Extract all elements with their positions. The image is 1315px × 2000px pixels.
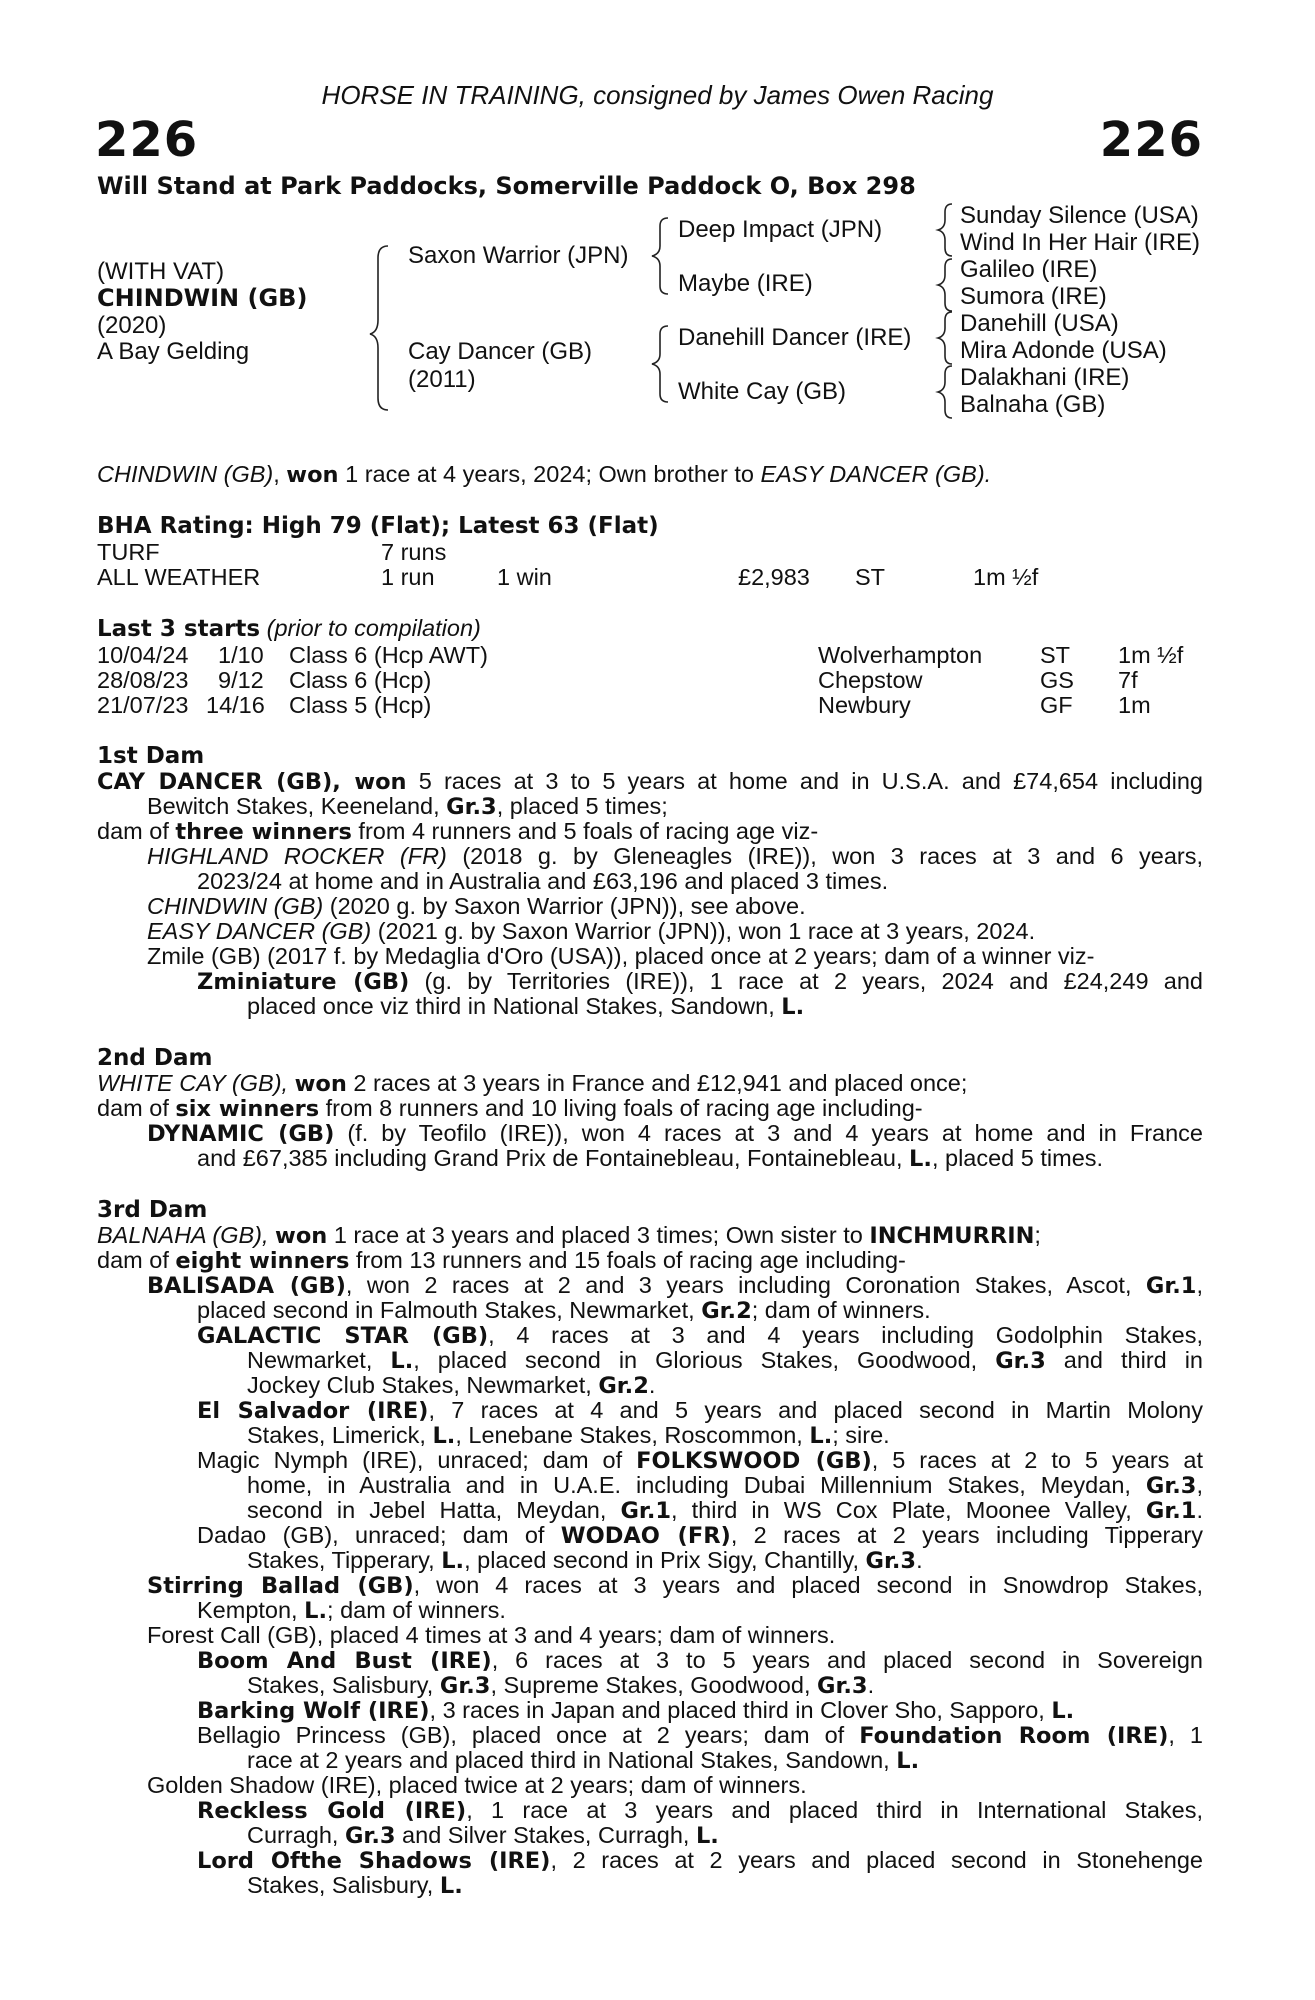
grade-bold: L. [439,1873,463,1899]
last-starts-note: (prior to compilation) [266,615,481,641]
sire-sire: Deep Impact (JPN) [678,216,883,243]
second-dam-line [97,1071,1203,1098]
third-dam-heading: 3rd Dam [97,1197,208,1223]
text: dam of [97,1247,176,1273]
text: , 7 races at 4 and 5 years and placed second in Martin Molony [428,1397,1203,1423]
dam-name: Cay Dancer (GB) [408,338,593,365]
dam-name-bold: CAY DANCER (GB), [97,769,355,795]
grade-bold: Gr.2 [701,1298,752,1324]
last-starts-heading [97,616,1203,643]
start-course: Chepstow [818,667,923,693]
text: dam of [97,1095,176,1121]
start-date: 10/04/24 [97,642,189,668]
text: and third in [1045,1347,1204,1373]
start-position: 1/10 [218,642,264,668]
text: (2021 g. by Saxon Warrior (JPN)), won 1 race at 3 years, 2024. [371,918,1036,944]
grade-bold: Gr.3 [995,1348,1046,1374]
grade-bold: L. [909,1146,932,1172]
third-dam-line [247,1498,1203,1525]
sibling-bold: INCHMURRIN [869,1223,1035,1249]
grade-bold: Gr.1 [1145,1498,1197,1524]
first-dam-line [147,794,1253,821]
third-dam-line [197,1723,1203,1750]
first-dam-line [247,994,1315,1021]
progeny-name: Barking Wolf (IRE) [197,1698,430,1724]
third-dam-line [197,1598,1303,1625]
won-bold: won [294,1071,347,1097]
grade-bold: L. [781,994,805,1020]
start-class: Class 5 (Hcp) [289,692,432,718]
text: from 4 runners and 5 foals of racing age viz- [351,818,819,844]
text: second in Jebel Hatta, Meydan, [247,1497,621,1523]
text: and £67,385 including Grand Prix de Fontainebleau, Fontainebleau, [197,1145,910,1171]
progeny-name: DYNAMIC (GB) [147,1121,335,1147]
text: Newmarket, [247,1347,391,1373]
third-dam-line [247,1423,1315,1450]
third-dam-line [197,1398,1203,1425]
progeny-name: WODAO (FR) [560,1523,731,1549]
grade-bold: Gr.1 [620,1498,672,1524]
text: ; [1034,1222,1041,1248]
text: (f. by Teofilo (IRE)), won 4 races at 3 and 4 years at home and in France [334,1120,1203,1146]
text: , Lenebane Stakes, Roscommon, [455,1422,810,1448]
sire-sire-dam: Wind In Her Hair (IRE) [960,229,1201,256]
text: from 13 runners and 15 foals of racing age including- [349,1247,906,1273]
text: dam of [97,818,176,844]
summary-brother: EASY DANCER (GB). [760,461,992,487]
lot-number-right: 226 [1099,112,1203,168]
progeny-name: El Salvador (IRE) [197,1398,429,1424]
start-distance: 1m ½f [1118,642,1184,668]
third-dam-line [247,1548,1315,1575]
text: Curragh, [247,1822,345,1848]
first-dam-heading: 1st Dam [97,743,205,769]
progeny-name: HIGHLAND ROCKER (FR) [147,843,447,869]
aw-distance: 1m ½f [973,564,1039,590]
third-dam-line [247,1473,1203,1500]
start-going: GF [1040,692,1073,718]
horse-year: (2020) [97,312,167,339]
third-dam-line [247,1748,1315,1775]
third-dam-line [197,1848,1203,1875]
third-dam-line [147,1573,1203,1600]
text: , 2 races at 2 years including Tipperary [730,1522,1204,1548]
aw-wins: 1 win [497,564,552,590]
third-dam-line [147,1273,1203,1300]
summary-horse-name: CHINDWIN (GB) [97,461,274,487]
turf-runs: 7 runs [381,539,447,565]
text: placed second in Falmouth Stakes, Newmarket, [197,1297,702,1323]
winners-bold: six winners [175,1096,320,1122]
first-dam-line [147,894,1253,920]
text: Kempton, [197,1597,305,1623]
first-dam-line [147,844,1203,870]
text: Bellagio Princess (GB), placed once at 2 years; dam of [197,1722,860,1748]
progeny-name: Reckless Gold (IRE) [197,1798,467,1824]
sire-dam-dam: Sumora (IRE) [960,283,1107,310]
text: Stakes, Limerick, [247,1422,433,1448]
first-dam-line [97,769,1203,796]
text: Stakes, Salisbury, [247,1872,440,1898]
horse-description: A Bay Gelding [97,338,250,365]
third-dam-line [247,1823,1315,1850]
third-dam-line [247,1673,1315,1700]
dam-name: BALNAHA (GB), [97,1222,276,1248]
start-position: 9/12 [218,667,264,693]
text: . [916,1547,923,1573]
grade-bold: Gr.3 [439,1673,491,1699]
text: . [867,1672,875,1698]
winners-bold: three winners [175,819,352,845]
aw-label: ALL WEATHER [97,564,261,590]
aw-runs: 1 run [381,564,435,590]
progeny-name: Foundation Room (IRE) [859,1723,1169,1749]
start-position: 14/16 [206,692,265,718]
grade-bold: L. [1051,1698,1075,1724]
turf-label: TURF [97,539,160,565]
third-dam-line [247,1873,1315,1900]
grade-bold: L. [896,1748,920,1774]
first-dam-line [147,919,1253,945]
text: , 1 race at 3 years and placed third in International Stakes, [466,1797,1204,1823]
progeny-name: Stirring Ballad (GB) [147,1573,414,1599]
grade-bold: L. [695,1823,719,1849]
winners-bold: eight winners [175,1248,350,1274]
text: Stakes, Salisbury, [247,1672,440,1698]
text: , placed 5 times. [931,1145,1104,1171]
race-summary: CHINDWIN (GB), won 1 race at 4 years, 2024; Own brother to EASY DANCER (GB). [97,461,992,488]
start-class: Class 6 (Hcp) [289,667,432,693]
start-date: 28/08/23 [97,667,189,693]
text: , [1196,1272,1203,1298]
dam-year: (2011) [408,366,476,393]
won-bold: won [354,769,407,795]
grade-bold: Gr.3 [344,1823,396,1849]
aw-prize: £2,983 [738,564,810,590]
progeny-name: Zminiature (GB) [197,969,410,995]
text: ; sire. [832,1422,890,1448]
text: , placed second in Glorious Stakes, Goodwood, [413,1347,996,1373]
start-class: Class 6 (Hcp AWT) [289,642,488,668]
third-dam-line [197,1323,1203,1350]
sire-dam-sire: Galileo (IRE) [960,256,1098,283]
grade-bold: Gr.3 [865,1548,917,1574]
stand-location: Will Stand at Park Paddocks, Somerville Paddock O, Box 298 [97,172,916,200]
first-dam-line [97,819,1203,846]
text: Stakes, Tipperary, [247,1547,442,1573]
start-course: Wolverhampton [818,642,983,668]
grade-bold: L. [441,1548,465,1574]
progeny-name: GALACTIC STAR (GB) [197,1323,489,1349]
dam-dam-dam: Balnaha (GB) [960,391,1106,418]
text: (2018 g. by Gleneagles (IRE)), won 3 races at 3 and 6 years, [446,843,1203,869]
dam-name: WHITE CAY (GB), [97,1070,295,1096]
aw-going: ST [855,564,886,590]
progeny-name: CHINDWIN (GB) [147,893,324,919]
summary-won: won [286,462,339,488]
text: ; dam of winners. [751,1297,931,1323]
text: ; dam of winners. [327,1597,506,1623]
third-dam-line [197,1698,1303,1725]
dam-dam-sire: Dalakhani (IRE) [960,364,1130,391]
text: , [1196,1472,1203,1498]
text: Bewitch Stakes, Keeneland, [147,793,447,819]
text: Jockey Club Stakes, Newmarket, [247,1372,599,1398]
text: . [648,1372,656,1398]
start-distance: 7f [1118,667,1138,693]
progeny-name: BALISADA (GB) [147,1273,346,1299]
sire-dam: Maybe (IRE) [678,270,813,297]
text: , placed second in Prix Sigy, Chantilly, [464,1547,866,1573]
won-bold: won [275,1223,328,1249]
last-starts-title: Last 3 starts [97,616,261,642]
text: , third in WS Cox Plate, Moonee Valley, [671,1497,1146,1523]
text: , 3 races in Japan and placed third in Clover Sho, Sapporo, [429,1697,1052,1723]
text: , won 2 races at 2 and 3 years including Coronation Stakes, Ascot, [345,1272,1146,1298]
text: . [1196,1497,1203,1523]
third-dam-line [97,1248,1203,1275]
third-dam-line: Forest Call (GB), placed 4 times at 3 and 4 years; dam of winners. [147,1622,836,1648]
start-going: ST [1040,642,1071,668]
text: Magic Nymph (IRE), unraced; dam of [197,1447,637,1473]
start-course: Newbury [818,692,911,718]
grade-bold: Gr.1 [1145,1273,1197,1299]
third-dam-line [197,1798,1203,1825]
vat-label: (WITH VAT) [97,258,225,285]
text: home, in Australia and in U.A.E. including Dubai Millennium Stakes, Meydan, [247,1472,1146,1498]
third-dam-line [247,1373,1315,1400]
grade-bold: Gr.3 [817,1673,868,1699]
second-dam-line [97,1096,1203,1123]
dam-dam: White Cay (GB) [678,378,847,405]
first-dam-line: Zmile (GB) (2017 f. by Medaglia d'Oro (USA)), placed once at 2 years; dam of a winner viz- [147,943,1095,969]
first-dam-line: 2023/24 at home and in Australia and £63,196 and placed 3 times. [197,868,889,894]
third-dam-line [197,1298,1303,1325]
text: from 8 runners and 10 living foals of racing age including- [319,1095,923,1121]
second-dam-heading: 2nd Dam [97,1045,213,1071]
progeny-name: FOLKSWOOD (GB) [636,1448,872,1474]
grade-bold: L. [304,1598,328,1624]
grade-bold: Gr.3 [446,794,497,820]
text: , placed 5 times; [496,793,668,819]
text: , 4 races at 3 and 4 years including Godolphin Stakes, [488,1322,1203,1348]
text: placed once viz third in National Stakes, Sandown, [247,993,782,1019]
progeny-name: Lord Ofthe Shadows (IRE) [197,1848,551,1874]
progeny-name: EASY DANCER (GB) [147,918,372,944]
text: Dadao (GB), unraced; dam of [197,1522,561,1548]
grade-bold: Gr.2 [598,1373,649,1399]
text: , 1 [1168,1722,1203,1748]
lot-number-left: 226 [95,112,199,168]
text: (2020 g. by Saxon Warrior (JPN)), see above. [323,893,806,919]
horse-name: CHINDWIN (GB) [97,284,308,312]
text: , won 4 races at 3 years and placed second in Snowdrop Stakes, [413,1572,1203,1598]
grade-bold: L. [432,1423,456,1449]
summary-text: 1 race at 4 years, 2024; Own brother to [338,461,761,487]
third-dam-line: Golden Shadow (IRE), placed twice at 2 years; dam of winners. [147,1772,807,1798]
text: , 5 races at 2 to 5 years at [871,1447,1203,1473]
second-dam-line [197,1146,1303,1173]
sire-name: Saxon Warrior (JPN) [408,242,629,269]
grade-bold: L. [809,1423,833,1449]
dam-sire: Danehill Dancer (IRE) [678,324,912,351]
third-dam-line [247,1348,1203,1375]
text: , 6 races at 3 to 5 years and placed second in Sovereign [491,1647,1203,1673]
first-dam-line [197,969,1203,996]
catalogue-header: HORSE IN TRAINING, consigned by James Owen Racing [321,80,994,110]
dam-sire-sire: Danehill (USA) [960,310,1119,337]
third-dam-line [97,1223,1203,1250]
grade-bold: Gr.3 [1145,1473,1197,1499]
text: , 2 races at 2 years and placed second in Stonehenge [550,1847,1203,1873]
start-date: 21/07/23 [97,692,189,718]
second-dam-line [147,1121,1203,1148]
third-dam-line [197,1523,1203,1550]
third-dam-line [197,1648,1203,1675]
text: 2 races at 3 years in France and £12,941 and placed once; [346,1070,968,1096]
grade-bold: L. [390,1348,414,1374]
progeny-name: Boom And Bust (IRE) [197,1648,492,1674]
text: 5 races at 3 to 5 years at home and in U.S.A. and £74,654 including [406,768,1203,794]
text: , Supreme Stakes, Goodwood, [490,1672,818,1698]
dam-sire-dam: Mira Adonde (USA) [960,337,1167,364]
start-distance: 1m [1118,692,1151,718]
sire-sire-sire: Sunday Silence (USA) [960,202,1199,229]
third-dam-line [197,1448,1203,1475]
start-going: GS [1040,667,1074,693]
text: (g. by Territories (IRE)), 1 race at 2 years, 2024 and £24,249 and [409,968,1203,994]
text: 1 race at 3 years and placed 3 times; Own sister to [327,1222,870,1248]
bha-rating: BHA Rating: High 79 (Flat); Latest 63 (Flat) [97,513,659,539]
text: race at 2 years and placed third in National Stakes, Sandown, [247,1747,897,1773]
text: and Silver Stakes, Curragh, [395,1822,696,1848]
